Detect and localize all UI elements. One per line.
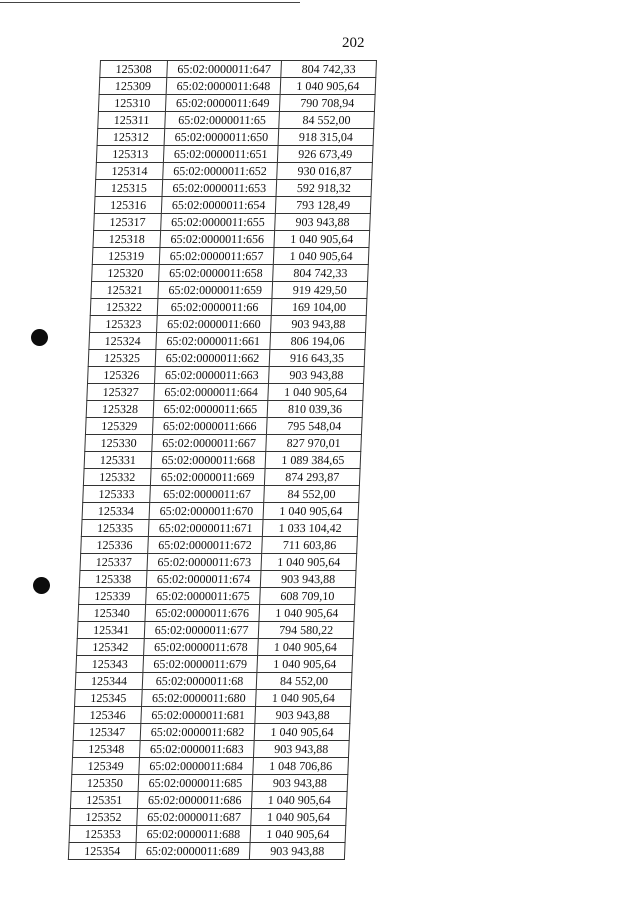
- row-number-cell: 125341: [77, 622, 145, 639]
- value-cell: 903 943,88: [255, 707, 351, 724]
- table-row: [75, 690, 352, 707]
- cadastral-number-cell: 65:02:0000011:664: [154, 384, 269, 401]
- row-number-cell: 125351: [70, 792, 138, 809]
- row-number-cell: 125309: [99, 78, 167, 95]
- row-number-cell: 125308: [100, 61, 168, 78]
- cadastral-number-cell: 65:02:0000011:680: [142, 690, 257, 707]
- value-cell: 1 040 905,64: [254, 724, 350, 741]
- cadastral-number-cell: 65:02:0000011:655: [161, 214, 276, 231]
- table-row: [72, 758, 349, 775]
- cadastral-number-cell: 65:02:0000011:687: [137, 809, 252, 826]
- value-cell: 806 194,06: [270, 333, 366, 350]
- value-cell: 793 128,49: [275, 197, 371, 214]
- table-row: [97, 129, 374, 146]
- row-number-cell: 125352: [70, 809, 138, 826]
- table-row: [79, 571, 356, 588]
- value-cell: 1 040 905,64: [250, 826, 346, 843]
- registry-table-body: [68, 61, 376, 860]
- row-number-cell: 125315: [95, 180, 163, 197]
- row-number-cell: 125323: [90, 316, 158, 333]
- cadastral-number-cell: 65:02:0000011:685: [138, 775, 253, 792]
- table-row: [77, 639, 354, 656]
- cadastral-number-cell: 65:02:0000011:659: [158, 282, 273, 299]
- row-number-cell: 125344: [75, 673, 143, 690]
- value-cell: 1 040 905,64: [257, 656, 353, 673]
- value-cell: 903 943,88: [253, 741, 349, 758]
- value-cell: 1 040 905,64: [259, 605, 355, 622]
- value-cell: 592 918,32: [276, 180, 372, 197]
- registry-table-container: [68, 60, 375, 860]
- table-row: [80, 554, 357, 571]
- row-number-cell: 125330: [85, 435, 153, 452]
- row-number-cell: 125313: [96, 146, 164, 163]
- row-number-cell: 125328: [86, 401, 154, 418]
- table-row: [83, 469, 360, 486]
- value-cell: 1 040 905,64: [268, 384, 364, 401]
- table-row: [90, 316, 367, 333]
- value-cell: 1 040 905,64: [274, 231, 370, 248]
- value-cell: 84 552,00: [256, 673, 352, 690]
- row-number-cell: 125319: [92, 248, 160, 265]
- value-cell: 827 970,01: [266, 435, 362, 452]
- cadastral-number-cell: 65:02:0000011:688: [136, 826, 251, 843]
- cadastral-number-cell: 65:02:0000011:661: [156, 333, 271, 350]
- table-row: [94, 197, 371, 214]
- cadastral-number-cell: 65:02:0000011:663: [155, 367, 270, 384]
- table-row: [98, 95, 375, 112]
- table-row: [75, 673, 352, 690]
- table-row: [95, 180, 372, 197]
- value-cell: 1 040 905,64: [263, 503, 359, 520]
- row-number-cell: 125338: [79, 571, 147, 588]
- value-cell: 608 709,10: [260, 588, 356, 605]
- row-number-cell: 125354: [68, 843, 136, 860]
- cadastral-number-cell: 65:02:0000011:657: [159, 248, 274, 265]
- cadastral-number-cell: 65:02:0000011:68: [142, 673, 257, 690]
- top-edge-rule: [0, 2, 300, 3]
- cadastral-number-cell: 65:02:0000011:682: [140, 724, 255, 741]
- table-row: [70, 792, 347, 809]
- table-row: [69, 826, 346, 843]
- value-cell: 903 943,88: [271, 316, 367, 333]
- table-row: [91, 282, 368, 299]
- row-number-cell: 125312: [97, 129, 165, 146]
- row-number-cell: 125327: [87, 384, 155, 401]
- cadastral-number-cell: 65:02:0000011:665: [153, 401, 268, 418]
- row-number-cell: 125322: [90, 299, 158, 316]
- cadastral-number-cell: 65:02:0000011:653: [162, 180, 277, 197]
- value-cell: 804 742,33: [281, 61, 377, 78]
- table-row: [81, 537, 358, 554]
- row-number-cell: 125340: [78, 605, 146, 622]
- row-number-cell: 125349: [72, 758, 140, 775]
- cadastral-number-cell: 65:02:0000011:683: [139, 741, 254, 758]
- cadastral-number-cell: 65:02:0000011:678: [144, 639, 259, 656]
- cadastral-number-cell: 65:02:0000011:686: [137, 792, 252, 809]
- cadastral-number-cell: 65:02:0000011:648: [166, 78, 281, 95]
- value-cell: 919 429,50: [272, 282, 368, 299]
- table-row: [73, 724, 350, 741]
- table-row: [93, 231, 370, 248]
- table-row: [94, 214, 371, 231]
- table-row: [87, 384, 364, 401]
- value-cell: 1 040 905,64: [258, 639, 354, 656]
- row-number-cell: 125350: [71, 775, 139, 792]
- value-cell: 918 315,04: [278, 129, 374, 146]
- table-row: [100, 61, 377, 78]
- row-number-cell: 125314: [96, 163, 164, 180]
- table-row: [96, 163, 373, 180]
- value-cell: 1 040 905,64: [261, 554, 357, 571]
- table-row: [99, 78, 376, 95]
- cadastral-number-cell: 65:02:0000011:647: [167, 61, 282, 78]
- value-cell: 903 943,88: [275, 214, 371, 231]
- cadastral-number-cell: 65:02:0000011:662: [155, 350, 270, 367]
- value-cell: 1 040 905,64: [251, 809, 347, 826]
- cadastral-number-cell: 65:02:0000011:671: [148, 520, 263, 537]
- cadastral-number-cell: 65:02:0000011:66: [157, 299, 272, 316]
- row-number-cell: 125353: [69, 826, 137, 843]
- cadastral-number-cell: 65:02:0000011:677: [144, 622, 259, 639]
- value-cell: 794 580,22: [258, 622, 354, 639]
- row-number-cell: 125332: [83, 469, 151, 486]
- cadastral-number-cell: 65:02:0000011:65: [165, 112, 280, 129]
- value-cell: 1 040 905,64: [273, 248, 369, 265]
- cadastral-number-cell: 65:02:0000011:675: [146, 588, 261, 605]
- cadastral-number-cell: 65:02:0000011:660: [157, 316, 272, 333]
- cadastral-number-cell: 65:02:0000011:674: [146, 571, 261, 588]
- table-row: [88, 350, 365, 367]
- row-number-cell: 125337: [80, 554, 148, 571]
- table-row: [92, 265, 369, 282]
- row-number-cell: 125336: [81, 537, 149, 554]
- value-cell: 1 033 104,42: [262, 520, 358, 537]
- row-number-cell: 125331: [84, 452, 152, 469]
- cadastral-number-cell: 65:02:0000011:684: [139, 758, 254, 775]
- table-row: [84, 452, 361, 469]
- table-row: [96, 146, 373, 163]
- table-row: [90, 299, 367, 316]
- value-cell: 1 040 905,64: [251, 792, 347, 809]
- value-cell: 84 552,00: [279, 112, 375, 129]
- row-number-cell: 125316: [94, 197, 162, 214]
- value-cell: 1 040 905,64: [256, 690, 352, 707]
- value-cell: 930 016,87: [277, 163, 373, 180]
- table-row: [92, 248, 369, 265]
- row-number-cell: 125321: [91, 282, 159, 299]
- cadastral-number-cell: 65:02:0000011:668: [151, 452, 266, 469]
- cadastral-number-cell: 65:02:0000011:649: [165, 95, 280, 112]
- cadastral-number-cell: 65:02:0000011:672: [148, 537, 263, 554]
- row-number-cell: 125339: [79, 588, 147, 605]
- row-number-cell: 125318: [93, 231, 161, 248]
- punch-hole-upper: [31, 329, 48, 346]
- row-number-cell: 125345: [75, 690, 143, 707]
- table-row: [85, 435, 362, 452]
- punch-hole-lower: [33, 577, 50, 594]
- page-number: 202: [342, 35, 365, 51]
- value-cell: 169 104,00: [271, 299, 367, 316]
- value-cell: 1 040 905,64: [280, 78, 376, 95]
- row-number-cell: 125310: [98, 95, 166, 112]
- row-number-cell: 125333: [83, 486, 151, 503]
- value-cell: 916 643,35: [269, 350, 365, 367]
- row-number-cell: 125329: [85, 418, 153, 435]
- table-row: [88, 367, 365, 384]
- table-row: [68, 843, 345, 860]
- cadastral-number-cell: 65:02:0000011:650: [164, 129, 279, 146]
- cadastral-number-cell: 65:02:0000011:670: [149, 503, 264, 520]
- row-number-cell: 125347: [73, 724, 141, 741]
- table-row: [70, 809, 347, 826]
- table-row: [71, 775, 348, 792]
- value-cell: 903 943,88: [269, 367, 365, 384]
- cadastral-number-cell: 65:02:0000011:666: [152, 418, 267, 435]
- table-row: [86, 401, 363, 418]
- cadastral-number-cell: 65:02:0000011:667: [152, 435, 267, 452]
- value-cell: 810 039,36: [267, 401, 363, 418]
- table-row: [76, 656, 353, 673]
- cadastral-number-cell: 65:02:0000011:676: [145, 605, 260, 622]
- row-number-cell: 125343: [76, 656, 144, 673]
- cadastral-number-cell: 65:02:0000011:681: [141, 707, 256, 724]
- registry-table: [68, 60, 377, 860]
- row-number-cell: 125317: [94, 214, 162, 231]
- cadastral-number-cell: 65:02:0000011:654: [161, 197, 276, 214]
- table-row: [72, 741, 349, 758]
- cadastral-number-cell: 65:02:0000011:673: [147, 554, 262, 571]
- value-cell: 711 603,86: [262, 537, 358, 554]
- table-row: [81, 520, 358, 537]
- table-row: [74, 707, 351, 724]
- row-number-cell: 125346: [74, 707, 142, 724]
- table-row: [77, 622, 354, 639]
- value-cell: 903 943,88: [260, 571, 356, 588]
- row-number-cell: 125335: [81, 520, 149, 537]
- cadastral-number-cell: 65:02:0000011:652: [163, 163, 278, 180]
- value-cell: 926 673,49: [277, 146, 373, 163]
- cadastral-number-cell: 65:02:0000011:689: [135, 843, 250, 860]
- value-cell: 804 742,33: [273, 265, 369, 282]
- table-row: [78, 605, 355, 622]
- cadastral-number-cell: 65:02:0000011:679: [143, 656, 258, 673]
- table-row: [89, 333, 366, 350]
- table-row: [98, 112, 375, 129]
- value-cell: 795 548,04: [266, 418, 362, 435]
- row-number-cell: 125342: [77, 639, 145, 656]
- table-row: [79, 588, 356, 605]
- value-cell: 874 293,87: [264, 469, 360, 486]
- row-number-cell: 125334: [82, 503, 150, 520]
- value-cell: 903 943,88: [252, 775, 348, 792]
- value-cell: 790 708,94: [279, 95, 375, 112]
- cadastral-number-cell: 65:02:0000011:656: [160, 231, 275, 248]
- cadastral-number-cell: 65:02:0000011:669: [150, 469, 265, 486]
- value-cell: 903 943,88: [249, 843, 345, 860]
- row-number-cell: 125320: [92, 265, 160, 282]
- value-cell: 1 048 706,86: [253, 758, 349, 775]
- table-row: [85, 418, 362, 435]
- row-number-cell: 125324: [89, 333, 157, 350]
- cadastral-number-cell: 65:02:0000011:658: [159, 265, 274, 282]
- table-row: [83, 486, 360, 503]
- value-cell: 1 089 384,65: [265, 452, 361, 469]
- value-cell: 84 552,00: [264, 486, 360, 503]
- row-number-cell: 125311: [98, 112, 166, 129]
- cadastral-number-cell: 65:02:0000011:67: [150, 486, 265, 503]
- row-number-cell: 125325: [88, 350, 156, 367]
- row-number-cell: 125326: [88, 367, 156, 384]
- table-row: [82, 503, 359, 520]
- row-number-cell: 125348: [72, 741, 140, 758]
- cadastral-number-cell: 65:02:0000011:651: [163, 146, 278, 163]
